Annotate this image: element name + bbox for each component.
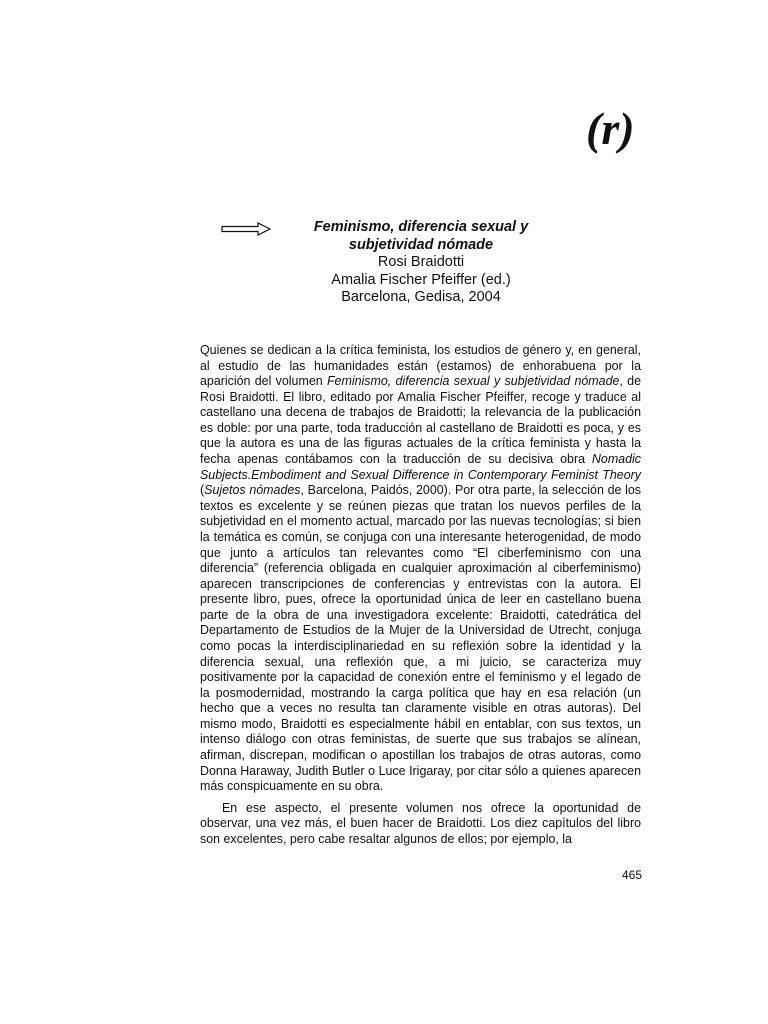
book-title-line-2: subjetividad nómade [348,236,494,253]
paragraph-2: En ese aspecto, el presente volumen nos ofrece la oportunidad de observar, una vez más, el buen hacer de Braidotti. Los diez capítulos del libro son excelentes, pero cabe resaltar algunos de ellos; por ejemplo, la [200,800,641,846]
page-number: 465 [622,868,643,882]
book-publisher: Barcelona, Gedisa, 2004 [341,289,501,306]
book-author: Rosi Braidotti [377,254,465,271]
text-run: , Barcelona, Paidós, 2000). Por otra parte, la selección de los textos es excelente y se reúnen piezas que tratan los nuevos perfiles de la subjetividad en el momento actual, marcado por las nuevas tecnologías; si bien la temática es común, se conjuga con una interesante heterogenidad, de modo que junto a artículos tan relevantes como “El ciberfeminismo con una diferencia” (referencia obligada en cualquier aproximación al ciberfeminismo) aparecen transcripciones de conferencias y entrevistas con la autora. El presente libro, pues, ofrece la oportunidad única de leer en castellano buena parte de la obra de una investigadora excelente: Braidotti, catedrática del Departamento de Estudios de la Mujer de la Universidad de Utrecht, conjuga como pocas la interdisciplinariedad en su reflexión sobre la identidad y la diferencia sexual, una reflexión que, a mi juicio, se caracteriza muy positivamente por la capacidad de conexión entre el feminismo y el legado de la posmodernidad, mostrando la carga política que hay en esa relación (un hecho que a veces no resulta tan claramente visible en otras autoras). Del mismo modo, Braidotti es especialmente hábil en entablar, con sus textos, un intenso diálogo con otras feministas, de suerte que sus trabajos se alínean, afirman, discrepan, modifican o apostillan los trabajos de otras autoras, como Donna Haraway, Judith Butler o Luce Irigaray, por citar sólo a quienes aparecen más conspicuamente en su obra. [200,483,642,794]
italic-original-title: Nomadic Subjects.Embodiment and Sexual Difference in Contemporary Feminist Theory [200,452,641,482]
book-title-line-1: Feminismo, diferencia sexual y [313,219,529,235]
text-run: ( [200,483,205,498]
text-run: Quienes se dedican a la crítica feminista, los estudios de género y, en general, al estudio de las humanidades están (estamos) de enhorabuena por la aparición del volumen [200,343,641,389]
italic-book-title: Feminismo, diferencia sexual y subjetividad nómade [326,374,620,389]
review-body [200,343,641,848]
italic-translated-title: Sujetos nómades [204,483,301,498]
text-run: , de Rosi Braidotti. El libro, editado por Amalia Fischer Pfeiffer, recoge y traduce al castellano una decena de trabajos de Braidotti; la relevancia de la publicación es doble: por una parte, toda traducción al castellano de Braidotti es poca, y es que la autora es una de las figuras actuales de la crítica feminista y hasta la fecha apenas contábamos con la traducción de su decisiva obra [200,374,642,467]
right-arrow-icon [221,222,271,236]
section-mark: (r) [586,103,635,154]
paragraph-1 [200,343,641,795]
book-reference [280,219,562,307]
book-editor: Amalia Fischer Pfeiffer (ed.) [331,271,511,288]
